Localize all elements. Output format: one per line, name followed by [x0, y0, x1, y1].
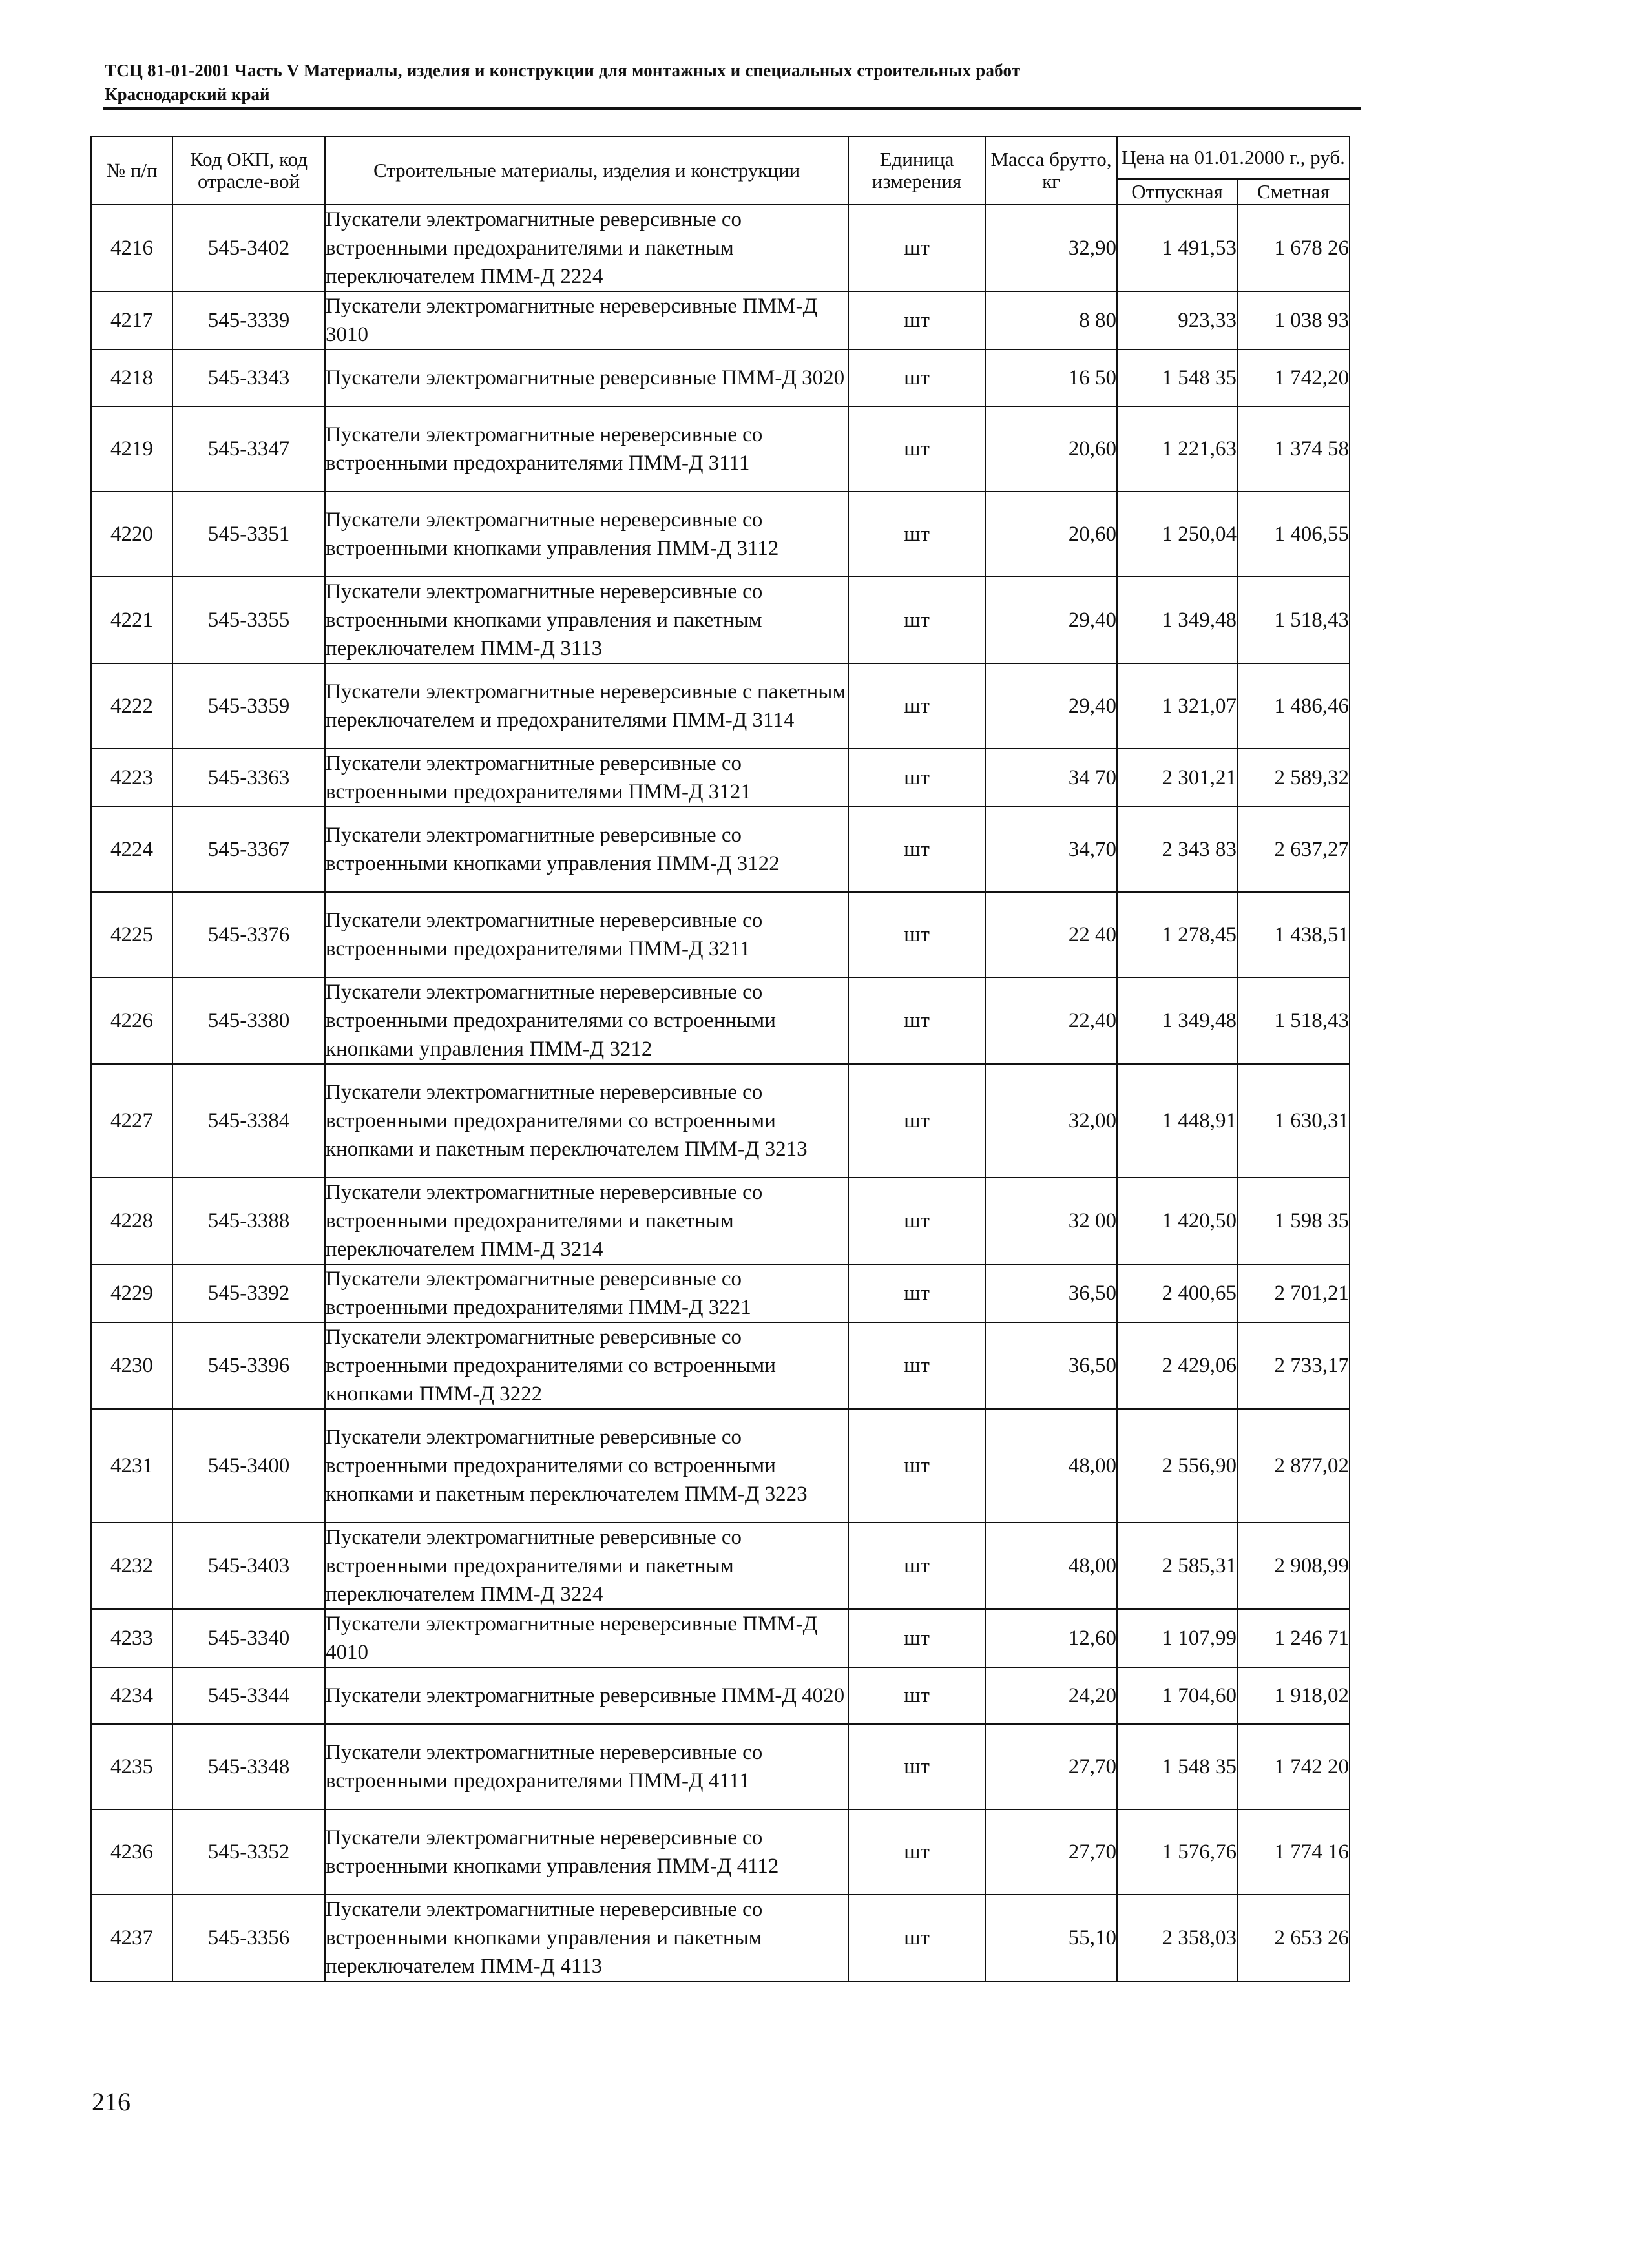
row-name: Пускатели электромагнитные нереверсивные ПММ-Д 3010 [325, 291, 848, 349]
table-row [91, 1409, 1350, 1523]
row-price-release: 1 250,04 [1117, 492, 1237, 577]
row-name: Пускатели электромагнитные нереверсивные со встроенными кнопками управления и пакетным переключателем ПММ-Д 4113 [325, 1895, 848, 1981]
header-code: Код ОКП, код отрасле-вой [172, 136, 325, 205]
row-mass: 27,70 [985, 1724, 1117, 1809]
row-number: 4237 [91, 1895, 172, 1981]
row-number: 4232 [91, 1523, 172, 1609]
table-row [91, 892, 1350, 977]
row-mass: 32 00 [985, 1178, 1117, 1264]
row-price-release: 1 349,48 [1117, 977, 1237, 1064]
row-name: Пускатели электромагнитные нереверсивные ПММ-Д 4010 [325, 1609, 848, 1667]
row-name: Пускатели электромагнитные нереверсивные со встроенными кнопками управления и пакетным переключателем ПММ-Д 3113 [325, 577, 848, 663]
row-number: 4228 [91, 1178, 172, 1264]
table-body [91, 205, 1350, 1981]
header-name: Строительные материалы, изделия и конструкции [325, 136, 848, 205]
page-number: 216 [92, 2087, 131, 2116]
row-code: 545-3348 [172, 1724, 325, 1809]
row-mass: 24,20 [985, 1667, 1117, 1724]
row-code: 545-3384 [172, 1064, 325, 1178]
row-price-release: 1 321,07 [1117, 663, 1237, 749]
row-mass: 29,40 [985, 663, 1117, 749]
row-code: 545-3392 [172, 1264, 325, 1322]
row-unit: шт [848, 1322, 985, 1409]
row-mass: 20,60 [985, 492, 1117, 577]
row-mass: 36,50 [985, 1264, 1117, 1322]
row-name: Пускатели электромагнитные нереверсивные со встроенными предохранителями ПММ-Д 3111 [325, 406, 848, 492]
table-row [91, 1609, 1350, 1667]
row-code: 545-3347 [172, 406, 325, 492]
row-unit: шт [848, 291, 985, 349]
row-price-estimate: 1 630,31 [1237, 1064, 1350, 1178]
row-mass: 22,40 [985, 977, 1117, 1064]
row-price-estimate: 1 486,46 [1237, 663, 1350, 749]
row-unit: шт [848, 1895, 985, 1981]
row-number: 4226 [91, 977, 172, 1064]
row-code: 545-3376 [172, 892, 325, 977]
table-row [91, 1178, 1350, 1264]
row-name: Пускатели электромагнитные реверсивные со встроенными кнопками управления ПММ-Д 3122 [325, 807, 848, 892]
row-price-release: 1 548 35 [1117, 1724, 1237, 1809]
row-price-release: 1 107,99 [1117, 1609, 1237, 1667]
row-price-release: 1 704,60 [1117, 1667, 1237, 1724]
row-mass: 22 40 [985, 892, 1117, 977]
row-price-release: 2 358,03 [1117, 1895, 1237, 1981]
row-price-release: 1 221,63 [1117, 406, 1237, 492]
row-name: Пускатели электромагнитные реверсивные со встроенными предохранителями и пакетным переключателем ПММ-Д 3224 [325, 1523, 848, 1609]
row-price-release: 1 548 35 [1117, 349, 1237, 406]
row-price-release: 1 448,91 [1117, 1064, 1237, 1178]
row-price-release: 2 301,21 [1117, 749, 1237, 807]
row-name: Пускатели электромагнитные реверсивные ПММ-Д 4020 [325, 1667, 848, 1724]
row-unit: шт [848, 807, 985, 892]
table-row [91, 492, 1350, 577]
row-unit: шт [848, 1523, 985, 1609]
row-mass: 29,40 [985, 577, 1117, 663]
row-number: 4219 [91, 406, 172, 492]
row-name: Пускатели электромагнитные реверсивные со встроенными предохранителями ПММ-Д 3121 [325, 749, 848, 807]
table-row [91, 977, 1350, 1064]
table-row [91, 1064, 1350, 1178]
row-unit: шт [848, 1609, 985, 1667]
row-number: 4223 [91, 749, 172, 807]
table-row [91, 1667, 1350, 1724]
table-row [91, 349, 1350, 406]
row-number: 4229 [91, 1264, 172, 1322]
row-code: 545-3403 [172, 1523, 325, 1609]
table-row [91, 577, 1350, 663]
document-title: ТСЦ 81-01-2001 Часть V Материалы, изделия и конструкции для монтажных и специальных строительных работ [105, 61, 1021, 80]
row-price-estimate: 1 518,43 [1237, 577, 1350, 663]
row-mass: 27,70 [985, 1809, 1117, 1895]
row-mass: 20,60 [985, 406, 1117, 492]
row-code: 545-3402 [172, 205, 325, 291]
row-price-estimate: 1 038 93 [1237, 291, 1350, 349]
row-unit: шт [848, 577, 985, 663]
row-price-release: 1 576,76 [1117, 1809, 1237, 1895]
row-mass: 32,00 [985, 1064, 1117, 1178]
row-price-estimate: 1 774 16 [1237, 1809, 1350, 1895]
header-unit: Единица измерения [848, 136, 985, 205]
row-price-release: 2 429,06 [1117, 1322, 1237, 1409]
row-price-estimate: 1 678 26 [1237, 205, 1350, 291]
table-row [91, 663, 1350, 749]
row-price-estimate: 1 406,55 [1237, 492, 1350, 577]
row-unit: шт [848, 1264, 985, 1322]
row-unit: шт [848, 749, 985, 807]
table-row [91, 1264, 1350, 1322]
price-table [90, 136, 1350, 1982]
row-price-release: 1 420,50 [1117, 1178, 1237, 1264]
row-number: 4221 [91, 577, 172, 663]
row-price-estimate: 1 518,43 [1237, 977, 1350, 1064]
row-unit: шт [848, 492, 985, 577]
page-header [105, 58, 1358, 106]
table-row [91, 1809, 1350, 1895]
header-mass: Масса брутто, кг [985, 136, 1117, 205]
row-mass: 36,50 [985, 1322, 1117, 1409]
row-number: 4220 [91, 492, 172, 577]
row-code: 545-3363 [172, 749, 325, 807]
row-number: 4224 [91, 807, 172, 892]
row-number: 4227 [91, 1064, 172, 1178]
row-price-release: 2 400,65 [1117, 1264, 1237, 1322]
table-row [91, 1322, 1350, 1409]
row-code: 545-3396 [172, 1322, 325, 1409]
row-unit: шт [848, 1667, 985, 1724]
header-price-estimate: Сметная [1237, 179, 1350, 205]
table-header [91, 136, 1350, 205]
row-name: Пускатели электромагнитные реверсивные со встроенными предохранителями со встроенными кнопками ПММ-Д 3222 [325, 1322, 848, 1409]
row-number: 4216 [91, 205, 172, 291]
row-unit: шт [848, 1724, 985, 1809]
row-number: 4231 [91, 1409, 172, 1523]
row-code: 545-3339 [172, 291, 325, 349]
header-price-group: Цена на 01.01.2000 г., руб. [1117, 136, 1350, 179]
row-price-estimate: 1 374 58 [1237, 406, 1350, 492]
row-number: 4235 [91, 1724, 172, 1809]
row-name: Пускатели электромагнитные реверсивные ПММ-Д 3020 [325, 349, 848, 406]
row-name: Пускатели электромагнитные нереверсивные со встроенными предохранителями со встроенными кнопками и пакетным переключателем ПММ-Д 3213 [325, 1064, 848, 1178]
row-price-release: 1 278,45 [1117, 892, 1237, 977]
row-price-estimate: 1 246 71 [1237, 1609, 1350, 1667]
row-mass: 34 70 [985, 749, 1117, 807]
row-price-release: 2 556,90 [1117, 1409, 1237, 1523]
table-row [91, 749, 1350, 807]
table-row [91, 205, 1350, 291]
row-unit: шт [848, 406, 985, 492]
table-row [91, 1724, 1350, 1809]
table-row [91, 406, 1350, 492]
row-code: 545-3356 [172, 1895, 325, 1981]
row-price-estimate: 2 589,32 [1237, 749, 1350, 807]
row-number: 4217 [91, 291, 172, 349]
header-price-release: Отпускная [1117, 179, 1237, 205]
row-mass: 48,00 [985, 1523, 1117, 1609]
row-code: 545-3359 [172, 663, 325, 749]
row-price-estimate: 1 438,51 [1237, 892, 1350, 977]
row-number: 4236 [91, 1809, 172, 1895]
row-name: Пускатели электромагнитные нереверсивные с пакетным переключателем и предохранителями ПММ-Д 3114 [325, 663, 848, 749]
row-mass: 48,00 [985, 1409, 1117, 1523]
row-price-release: 2 343 83 [1117, 807, 1237, 892]
row-mass: 34,70 [985, 807, 1117, 892]
row-unit: шт [848, 1178, 985, 1264]
row-price-estimate: 2 877,02 [1237, 1409, 1350, 1523]
row-mass: 32,90 [985, 205, 1117, 291]
row-unit: шт [848, 1409, 985, 1523]
row-name: Пускатели электромагнитные реверсивные со встроенными предохранителями ПММ-Д 3221 [325, 1264, 848, 1322]
row-unit: шт [848, 892, 985, 977]
row-mass: 8 80 [985, 291, 1117, 349]
row-price-estimate: 1 918,02 [1237, 1667, 1350, 1724]
table-row [91, 291, 1350, 349]
row-price-estimate: 2 637,27 [1237, 807, 1350, 892]
region-title: Краснодарский край [105, 85, 270, 104]
row-mass: 12,60 [985, 1609, 1117, 1667]
table-row [91, 807, 1350, 892]
row-code: 545-3355 [172, 577, 325, 663]
row-unit: шт [848, 349, 985, 406]
row-code: 545-3352 [172, 1809, 325, 1895]
row-price-estimate: 1 742,20 [1237, 349, 1350, 406]
row-number: 4225 [91, 892, 172, 977]
row-price-estimate: 2 908,99 [1237, 1523, 1350, 1609]
row-unit: шт [848, 1809, 985, 1895]
row-name: Пускатели электромагнитные нереверсивные со встроенными кнопками управления ПММ-Д 4112 [325, 1809, 848, 1895]
row-number: 4218 [91, 349, 172, 406]
row-name: Пускатели электромагнитные нереверсивные со встроенными предохранителями ПММ-Д 3211 [325, 892, 848, 977]
row-number: 4234 [91, 1667, 172, 1724]
table-row [91, 1895, 1350, 1981]
row-name: Пускатели электромагнитные нереверсивные со встроенными предохранителями и пакетным переключателем ПММ-Д 3214 [325, 1178, 848, 1264]
row-price-release: 1 349,48 [1117, 577, 1237, 663]
row-code: 545-3380 [172, 977, 325, 1064]
row-unit: шт [848, 205, 985, 291]
row-code: 545-3343 [172, 349, 325, 406]
row-name: Пускатели электромагнитные нереверсивные со встроенными предохранителями со встроенными кнопками управления ПММ-Д 3212 [325, 977, 848, 1064]
row-code: 545-3344 [172, 1667, 325, 1724]
row-code: 545-3351 [172, 492, 325, 577]
row-unit: шт [848, 977, 985, 1064]
row-mass: 55,10 [985, 1895, 1117, 1981]
header-rule [103, 107, 1361, 110]
row-number: 4222 [91, 663, 172, 749]
header-num: № п/п [91, 136, 172, 205]
table-row [91, 1523, 1350, 1609]
row-price-release: 1 491,53 [1117, 205, 1237, 291]
row-number: 4230 [91, 1322, 172, 1409]
row-unit: шт [848, 1064, 985, 1178]
row-mass: 16 50 [985, 349, 1117, 406]
row-unit: шт [848, 663, 985, 749]
row-name: Пускатели электромагнитные реверсивные со встроенными предохранителями и пакетным переключателем ПММ-Д 2224 [325, 205, 848, 291]
row-price-estimate: 2 653 26 [1237, 1895, 1350, 1981]
row-code: 545-3388 [172, 1178, 325, 1264]
row-name: Пускатели электромагнитные реверсивные со встроенными предохранителями со встроенными кнопками и пакетным переключателем ПММ-Д 3223 [325, 1409, 848, 1523]
row-price-estimate: 1 598 35 [1237, 1178, 1350, 1264]
row-price-estimate: 1 742 20 [1237, 1724, 1350, 1809]
row-code: 545-3340 [172, 1609, 325, 1667]
row-code: 545-3367 [172, 807, 325, 892]
row-price-estimate: 2 701,21 [1237, 1264, 1350, 1322]
row-price-release: 2 585,31 [1117, 1523, 1237, 1609]
row-price-estimate: 2 733,17 [1237, 1322, 1350, 1409]
row-name: Пускатели электромагнитные нереверсивные со встроенными предохранителями ПММ-Д 4111 [325, 1724, 848, 1809]
row-number: 4233 [91, 1609, 172, 1667]
row-code: 545-3400 [172, 1409, 325, 1523]
row-price-release: 923,33 [1117, 291, 1237, 349]
row-name: Пускатели электромагнитные нереверсивные со встроенными кнопками управления ПММ-Д 3112 [325, 492, 848, 577]
